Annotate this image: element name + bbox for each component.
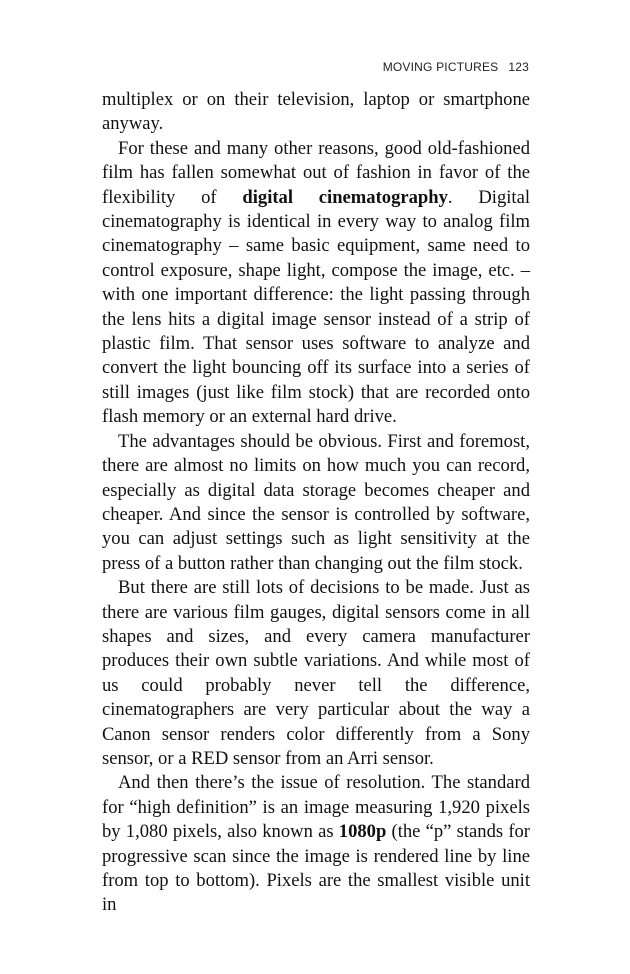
running-head — [383, 60, 529, 74]
paragraph-resolution — [102, 771, 530, 917]
body-text — [102, 88, 530, 918]
paragraph-text: . Digital cinematography is identical in every way to analog film cinematography – same basic equipment, same need to control exposure, shape light, compose the image, etc. – with one important difference: the light passing through the lens hits a digital image sensor instead of a strip of plastic film. That sensor uses software to analyze and convert the light bouncing off its surface into a series of still images (just like film stock) that are recorded onto flash memory or an external hard drive. — [102, 186, 530, 428]
paragraph-digital-cinematography — [102, 137, 530, 430]
paragraph-text: (the “p” stands for progressive scan since the image is rendered line by line from top to bottom). Pixels are the smallest visible unit in — [102, 821, 530, 916]
paragraph-advantages: The advantages should be obvious. First and foremost, there are almost no limits on how much you can record, especially as digital data storage becomes cheaper and cheaper. And since the sensor is controlled by software, you can adjust settings such as light sensitivity at the press of a button rather than changing out the film stock. — [102, 430, 530, 574]
key-term-digital-cinematography: digital cinematography — [242, 186, 448, 208]
paragraph-text: For these and many other reasons, good old-fashioned film has fallen somewhat out of fashion in favor of the flexibility of — [102, 137, 530, 208]
page-number: 123 — [508, 60, 529, 74]
paragraph-text: And then there’s the issue of resolution. The standard for “high definition” is an image measuring 1,920 pixels by 1,080 pixels, also known as — [102, 772, 530, 843]
key-term-1080p: 1080p — [338, 821, 387, 843]
paragraph-decisions: But there are still lots of decisions to be made. Just as there are various film gauges, digital sensors come in all shapes and sizes, and every camera manufacturer produces their own subtle variations. And while most of us could probably never tell the difference, cinematographers are very particular about the way a Canon sensor renders color differently from a Sony sensor, or a RED sensor from an Arri sensor. — [102, 577, 530, 769]
chapter-title: MOVING PICTURES — [382, 60, 499, 74]
paragraph-continued: multiplex or on their television, laptop or smartphone anyway. — [102, 89, 530, 135]
